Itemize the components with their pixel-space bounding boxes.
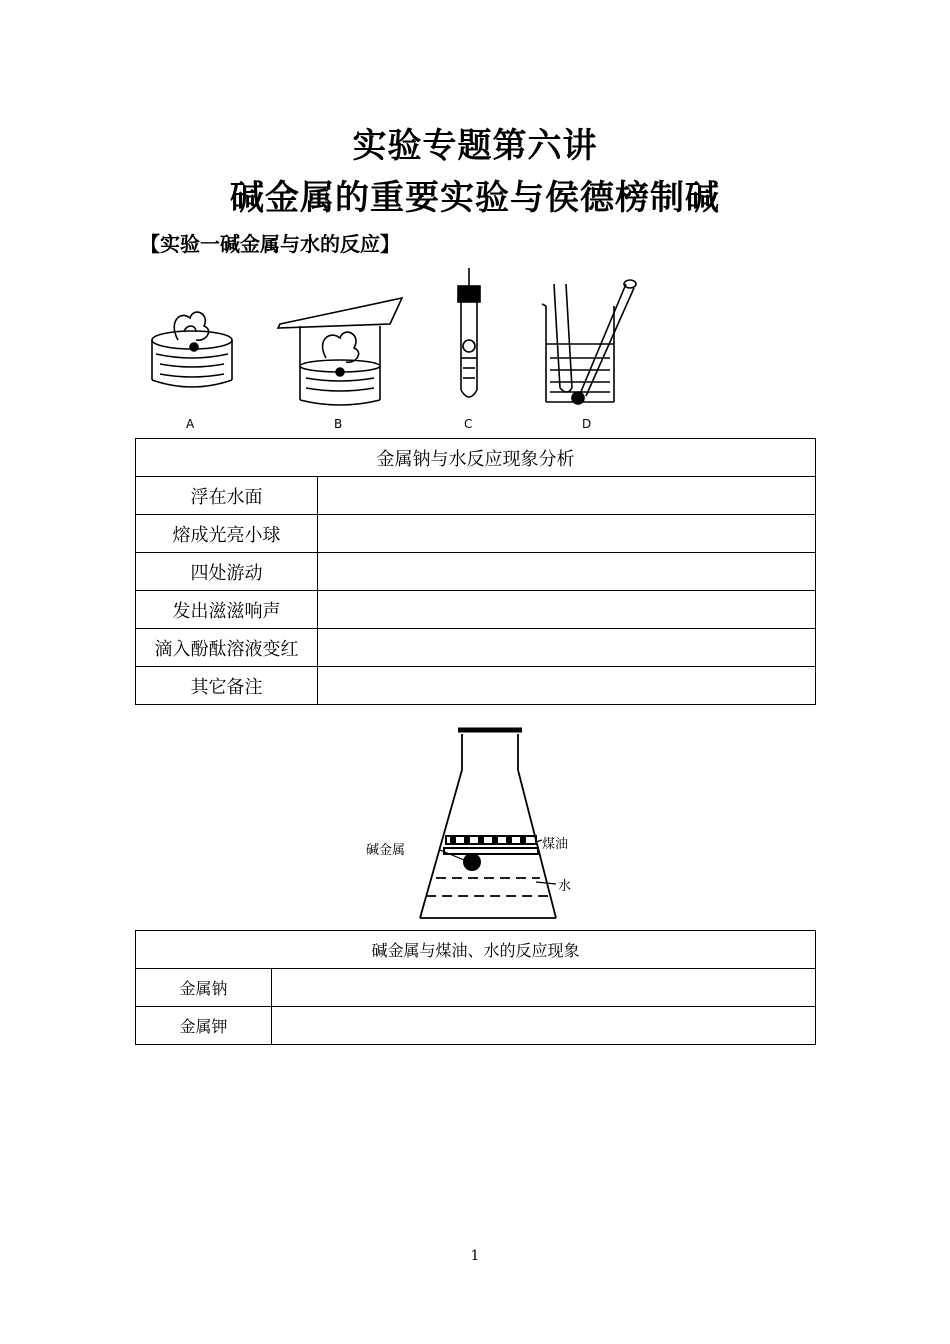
table-header-row [136, 931, 816, 969]
figure1-label-d: D [582, 417, 592, 431]
row-label: 金属钾 [136, 1007, 272, 1045]
table-header-row [136, 439, 816, 477]
apparatus-c-test-tube [458, 268, 480, 397]
row-value [318, 515, 816, 553]
row-label: 滴入酚酞溶液变红 [136, 629, 318, 667]
table-header: 金属钠与水反应现象分析 [136, 439, 816, 477]
label-alkali-metal: 碱金属 [366, 843, 406, 858]
apparatus-figure [140, 262, 660, 434]
table-row [136, 515, 816, 553]
label-kerosene: 煤油 [542, 837, 569, 852]
figure1-label-c: C [464, 417, 473, 431]
page-title: 实验专题第六讲 [352, 126, 598, 166]
table-row [136, 667, 816, 705]
table-header: 碱金属与煤油、水的反应现象 [136, 931, 816, 969]
row-label: 熔成光亮小球 [136, 515, 318, 553]
label-water: 水 [558, 879, 572, 894]
row-label: 发出滋滋响声 [136, 591, 318, 629]
table-row [136, 1007, 816, 1045]
page-subtitle: 碱金属的重要实验与侯德榜制碱 [230, 178, 720, 218]
page-number: 1 [470, 1248, 480, 1264]
section-heading: 【实验一碱金属与水的反应】 [140, 232, 400, 256]
table-row [136, 969, 816, 1007]
table-row [136, 477, 816, 515]
row-value [318, 629, 816, 667]
row-value [318, 667, 816, 705]
alkali-kerosene-water-table [135, 930, 816, 1045]
apparatus-b-beaker [278, 298, 402, 405]
row-label: 金属钠 [136, 969, 272, 1007]
row-value [272, 969, 816, 1007]
row-label: 浮在水面 [136, 477, 318, 515]
row-value [272, 1007, 816, 1045]
row-value [318, 553, 816, 591]
sodium-water-table [135, 438, 816, 705]
table-row [136, 591, 816, 629]
row-value [318, 477, 816, 515]
row-label: 四处游动 [136, 553, 318, 591]
table-row [136, 553, 816, 591]
flask-figure [360, 722, 600, 924]
figure1-label-b: B [334, 417, 343, 431]
figure1-label-a: A [186, 417, 195, 431]
row-value [318, 591, 816, 629]
row-label: 其它备注 [136, 667, 318, 705]
table-row [136, 629, 816, 667]
apparatus-d-beaker [542, 280, 636, 402]
